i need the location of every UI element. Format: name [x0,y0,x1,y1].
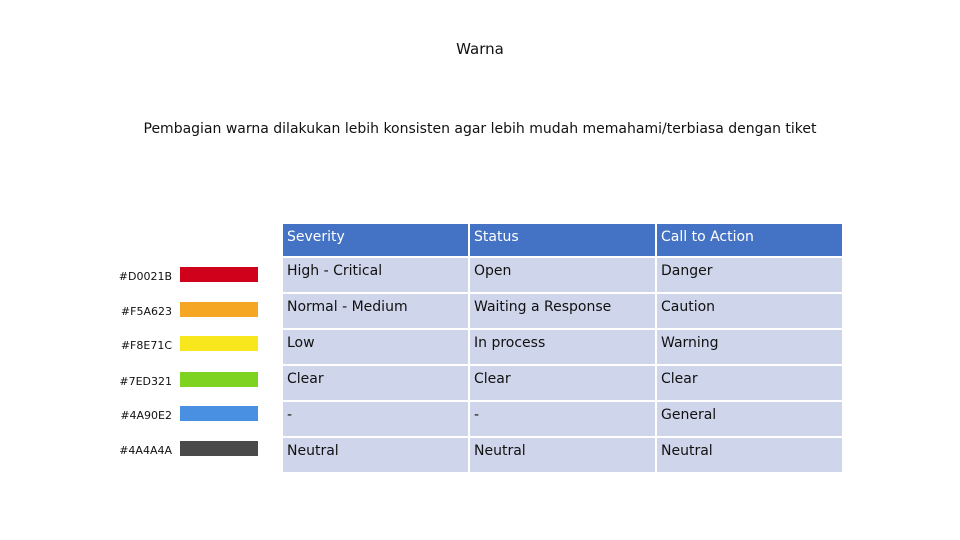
table-cell: Neutral [469,437,656,473]
table-cell: - [469,401,656,437]
swatch-row-orange [100,300,270,322]
table-cell: Normal - Medium [282,293,469,329]
table-cell: Caution [656,293,843,329]
table-row [282,329,843,365]
page-title: Warna [456,40,504,58]
swatch-row-yellow [100,334,270,356]
table-cell: High - Critical [282,257,469,293]
table-cell: Neutral [656,437,843,473]
swatch-bar [180,406,258,421]
table-cell: Low [282,329,469,365]
swatch-row-blue [100,404,270,426]
table-row [282,401,843,437]
table-row [282,365,843,401]
table-cell: - [282,401,469,437]
table-cell: Waiting a Response [469,293,656,329]
swatch-label: #F5A623 [120,305,172,318]
swatch-row-red [100,265,270,287]
table-row [282,257,843,293]
swatch-label: #4A90E2 [120,409,172,422]
table-cell: Clear [656,365,843,401]
table-header-row [282,223,843,257]
swatch-bar [180,302,258,317]
swatch-label: #F8E71C [120,339,172,352]
table-cell: Warning [656,329,843,365]
table-row [282,437,843,473]
table-cell: Clear [469,365,656,401]
swatch-bar [180,441,258,456]
page-subtitle: Pembagian warna dilakukan lebih konsisten agar lebih mudah memahami/terbiasa dengan tiket [143,121,817,137]
table-cell: Danger [656,257,843,293]
status-table [281,222,844,474]
header-call-to-action: Call to Action [656,223,843,257]
header-severity: Severity [282,223,469,257]
table-cell: In process [469,329,656,365]
swatch-bar [180,267,258,282]
swatch-label: #7ED321 [119,375,172,388]
swatch-bar [180,372,258,387]
swatch-label: #D0021B [118,270,172,283]
table-cell: General [656,401,843,437]
swatch-row-green [100,370,270,392]
table-cell: Open [469,257,656,293]
table-cell: Neutral [282,437,469,473]
header-status: Status [469,223,656,257]
swatch-label: #4A4A4A [119,444,172,457]
table-cell: Clear [282,365,469,401]
swatch-bar [180,336,258,351]
swatch-row-gray [100,439,270,461]
table-row [282,293,843,329]
